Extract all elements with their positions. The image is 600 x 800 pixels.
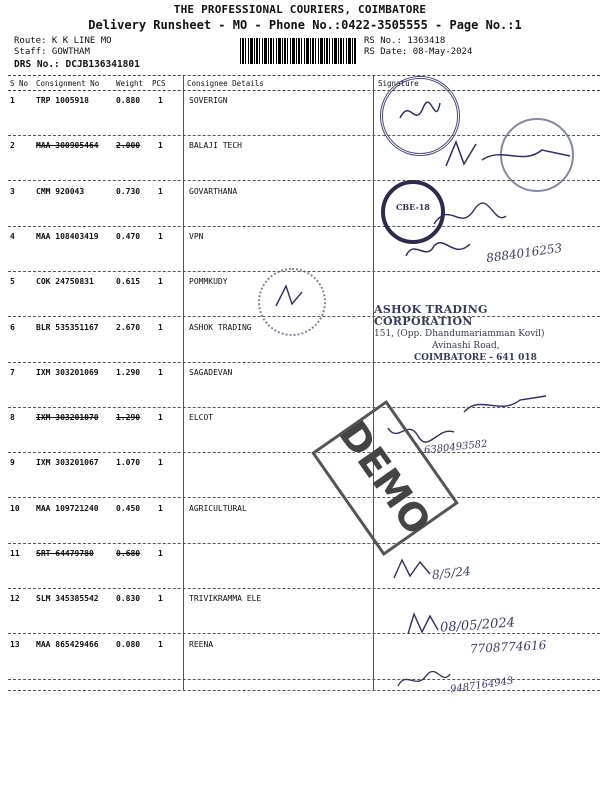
cell-sno: 13 (10, 639, 20, 649)
cell-sno: 7 (10, 367, 15, 377)
cell-consignment: IXM 303201069 (36, 367, 99, 377)
cell-pcs: 1 (158, 141, 163, 151)
cell-pcs: 1 (158, 367, 163, 377)
cell-sno: 4 (10, 231, 15, 241)
cell-consignee: SOVERIGN (189, 96, 228, 105)
cell-consignment: COK 24750831 (36, 277, 94, 287)
cell-sno: 1 (10, 96, 15, 105)
cell-consignee: ASHOK TRADING (189, 322, 252, 332)
cell-sno: 3 (10, 186, 15, 196)
cell-weight: 0.450 (116, 503, 141, 513)
cell-pcs: 1 (158, 639, 163, 649)
table-row (0, 544, 600, 589)
table-row (0, 453, 600, 498)
barcode (240, 38, 356, 64)
cell-weight: 1.070 (116, 458, 141, 468)
runsheet-meta-left (14, 36, 140, 70)
cell-sno: 9 (10, 458, 15, 468)
runsheet-meta-right (364, 36, 472, 58)
ashok-trading-stamp (374, 304, 574, 364)
cell-sno: 6 (10, 322, 15, 332)
handwritten-phone-row4: 8884016253 (485, 240, 563, 266)
cell-consignment: IXM 303201070 (36, 413, 99, 423)
cell-consignment: SRT 64479780 (36, 549, 94, 558)
col-header-consignee: Consignee Details (187, 79, 264, 88)
cell-weight: 2.000 (116, 141, 141, 151)
cell-weight: 0.080 (116, 639, 141, 649)
runsheet-title: Delivery Runsheet - MO - Phone No.:0422-3505555 - Page No.:1 (88, 18, 522, 32)
table-row (0, 182, 600, 227)
cell-pcs: 1 (158, 322, 163, 332)
cell-weight: 0.730 (116, 186, 141, 196)
cell-sno: 5 (10, 277, 15, 287)
cell-pcs: 1 (158, 186, 163, 196)
cell-sno: 12 (10, 594, 20, 604)
handwritten-phone-row12: 7708774616 (469, 638, 547, 656)
cell-consignment: IXM 303201067 (36, 458, 99, 468)
drs-number: DRS No.: DCJB136341801 (14, 59, 140, 70)
cell-pcs: 1 (158, 503, 163, 513)
cell-consignee: GOVARTHANA (189, 186, 238, 196)
cell-sno: 2 (10, 141, 15, 151)
cell-weight: 0.615 (116, 277, 141, 287)
col-header-consignment: Consignment No (36, 79, 100, 88)
cell-consignee: BALAJI TECH (189, 141, 242, 151)
handwritten-phone-row8: 6380493582 (423, 438, 489, 457)
cell-pcs: 1 (158, 413, 163, 423)
cell-pcs: 1 (158, 458, 163, 468)
cell-pcs: 1 (158, 549, 163, 558)
cell-consignee: ELCOT (189, 413, 214, 423)
signature-row12 (404, 610, 444, 640)
cell-consignment: MAA 109721240 (36, 503, 99, 513)
handwritten-date-row12: 08/05/2024 (439, 615, 516, 636)
rs-date: RS Date: 08-May-2024 (364, 47, 473, 57)
cell-consignee: REENA (189, 639, 214, 649)
col-header-weight: Weight (116, 79, 144, 88)
signature-row3 (430, 196, 510, 236)
cell-pcs: 1 (158, 594, 163, 604)
demo-watermark-stamp: DEMO (311, 400, 459, 556)
col-header-signature: Signature (378, 79, 419, 88)
cell-consignment: MAA 108403419 (36, 231, 99, 241)
cell-consignment: TRP 1005918 (36, 96, 89, 105)
cell-consignee: AGRICULTURAL (189, 503, 247, 513)
col-header-pcs: PCS (152, 79, 166, 88)
cell-pcs: 1 (158, 277, 163, 287)
cell-sno: 10 (10, 503, 20, 513)
table-bottom-rule (8, 690, 600, 691)
cell-consignee: VPN (189, 231, 204, 241)
cell-sno: 8 (10, 413, 15, 423)
cell-consignment: SLM 345385542 (36, 594, 99, 604)
signature-row7 (460, 390, 550, 420)
table-row (0, 499, 600, 544)
cell-weight: 2.670 (116, 322, 141, 332)
cell-pcs: 1 (158, 231, 163, 241)
cell-consignee: POMMKUDY (189, 277, 228, 287)
route-label: Route: K K LINE MO (14, 36, 112, 46)
signature-row1 (395, 98, 445, 134)
cell-weight: 1.290 (116, 413, 141, 423)
stamp-company-name: ASHOK TRADING CORPORATION (374, 303, 488, 328)
cell-consignee: SAGADEVAN (189, 367, 233, 377)
cell-consignee: TRIVIKRAMMA ELE (189, 594, 262, 604)
company-name: THE PROFESSIONAL COURIERS, COIMBATORE (173, 3, 427, 16)
seal-text-cbe: CBE-18 (396, 202, 430, 212)
cell-sno: 11 (10, 549, 20, 558)
signature-row4 (400, 236, 480, 266)
stamp-address-line1: 151, (Opp. Dhandumariamman Kovil) (374, 329, 545, 339)
table-top-rule (8, 75, 600, 76)
handwritten-phone-row13: 9487164943 (449, 675, 515, 696)
cell-weight: 0.680 (116, 549, 141, 558)
cell-pcs: 1 (158, 96, 163, 105)
cell-consignment: MAA 865429466 (36, 639, 99, 649)
signature-row13 (394, 668, 454, 692)
cell-weight: 0.880 (116, 96, 141, 105)
cell-weight: 0.830 (116, 594, 141, 604)
col-header-sno: S No (10, 79, 29, 88)
stamp-address-line3: COIMBATORE - 641 018 (414, 353, 537, 363)
handwritten-date-row11: 8/5/24 (431, 564, 472, 582)
cell-consignment: CMM 920043 (36, 186, 85, 196)
cell-weight: 0.470 (116, 231, 141, 241)
stamp-address-line2: Avinashi Road, (432, 341, 500, 351)
signature-row5 (272, 282, 312, 312)
cell-weight: 1.290 (116, 367, 141, 377)
signature-row2 (442, 136, 582, 176)
staff-label: Staff: GOWTHAM (14, 47, 90, 57)
rs-number: RS No.: 1363418 (364, 36, 446, 46)
cell-consignment: MAA 300905464 (36, 141, 99, 151)
cell-consignment: BLR 535351167 (36, 322, 99, 332)
